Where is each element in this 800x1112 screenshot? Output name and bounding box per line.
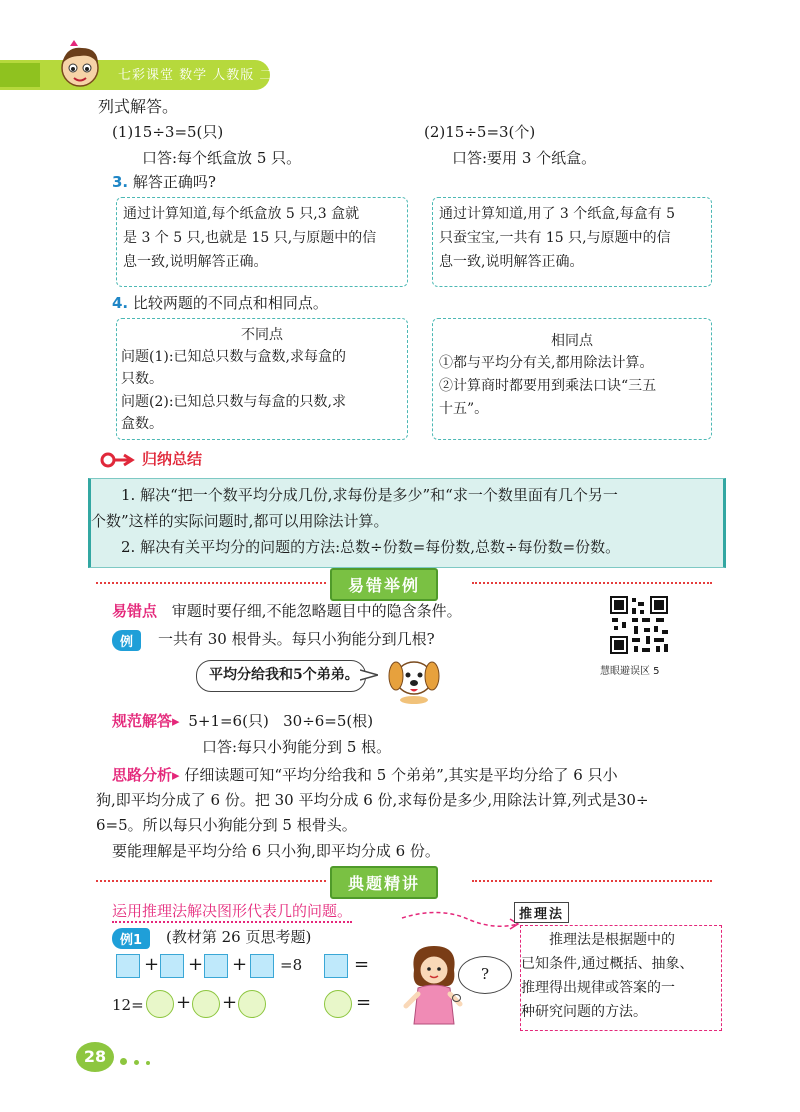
plus-sign: + <box>176 992 192 1013</box>
box3-left-line: 通过计算知道,每个纸盒放 5 只,3 盒就 <box>123 206 360 222</box>
qr-caption: 慧眼避误区 5 <box>600 666 660 677</box>
analysis-line: 狗,即平均分成了 6 份。把 30 平均分成 6 份,求每份是多少,用除法计算,列式是30÷ <box>96 791 649 809</box>
box3-left-line: 是 3 个 5 只,也就是 15 只,与原题中的信 <box>123 230 377 246</box>
right-equation: (2)15÷5=3(个) <box>424 123 536 141</box>
classic-section-title: 典题精讲 <box>330 866 438 899</box>
mistake-note: 要能理解是平均分给 6 只小狗,即平均分成 6 份。 <box>112 842 440 860</box>
answer-oral: 口答:每只小狗能分到 5 根。 <box>202 738 392 756</box>
circle-shape <box>192 990 220 1018</box>
answer-arrow-icon: ▸ <box>172 712 180 730</box>
analysis-arrow-icon: ▸ <box>172 766 180 784</box>
circle-shape <box>238 990 266 1018</box>
box3-right-line: 息一致,说明解答正确。 <box>439 254 584 270</box>
box3-right-line: 通过计算知道,用了 3 个纸盒,每盒有 5 <box>439 206 676 222</box>
plus-sign: + <box>144 954 160 975</box>
circle-shape <box>146 990 174 1018</box>
square-shape <box>160 954 184 978</box>
square-shape <box>324 954 348 978</box>
equals-sign: = <box>354 954 370 975</box>
speech-bubble-text: 平均分给我和5个弟弟。 <box>209 667 359 683</box>
divider-right <box>472 582 712 584</box>
mistake-section-title: 易错举例 <box>330 568 438 601</box>
left-equation: (1)15÷3=5(只) <box>112 123 224 141</box>
method-line: 种研究问题的方法。 <box>521 1004 647 1020</box>
mistake-point <box>112 600 462 622</box>
plus-sign: + <box>188 954 204 975</box>
box4-left-line: 问题(2):已知总只数与每盒的只数,求 <box>121 394 346 410</box>
puppy-icon <box>380 650 446 704</box>
bubble-tail <box>360 668 378 682</box>
summary-line: 2. 解决有关平均分的问题的方法:总数÷份数=每份数,总数÷每份数=份数。 <box>121 538 621 556</box>
square-shape <box>250 954 274 978</box>
summary-line: 个数”这样的实际问题时,都可以用除法计算。 <box>91 512 389 530</box>
divider-left-2 <box>96 880 326 882</box>
right-answer: 口答:要用 3 个纸盒。 <box>452 149 597 167</box>
intro-text: 列式解答。 <box>98 97 179 116</box>
step3-heading <box>112 171 216 193</box>
mistake-point-label: 易错点 <box>112 602 158 620</box>
eq2-lhs: 12= <box>112 996 144 1014</box>
summary-box <box>88 478 726 568</box>
divider-left <box>96 582 326 584</box>
answer-equation: 5+1=6(只) 30÷6=5(根) <box>188 712 374 730</box>
eq1-result: =8 <box>280 956 303 974</box>
box3-right-line: 只蚕宝宝,一共有 15 只,与原题中的信 <box>439 230 671 246</box>
box4-right <box>432 318 712 440</box>
method-line: 推理法是根据题中的 <box>549 932 675 948</box>
analysis-line: 仔细读题可知“平均分给我和 5 个弟弟”,其实是平均分给了 6 只小 <box>184 766 618 784</box>
girl-icon <box>402 940 466 1026</box>
qr-code-icon <box>608 594 670 656</box>
box4-left-line: 问题(1):已知总只数与盒数,求每盒的 <box>121 349 346 365</box>
summary-icon <box>100 452 138 468</box>
box4-right-title: 相同点 <box>551 333 593 349</box>
method-line: 推理得出规律或答案的一 <box>521 980 675 996</box>
method-title: 推理法 <box>514 902 569 923</box>
thought-dot <box>452 994 461 1002</box>
thought-bubble <box>458 956 512 994</box>
summary-heading: 归纳总结 <box>142 450 203 468</box>
dot-decoration <box>120 1058 127 1065</box>
mistake-point-text: 审题时要仔细,不能忽略题目中的隐含条件。 <box>171 602 462 620</box>
box4-left-line: 盒数。 <box>121 416 163 432</box>
dashed-arrow <box>400 904 520 934</box>
answer-label: 规范解答 <box>112 712 173 730</box>
method-line: 已知条件,通过概括、抽象、 <box>521 956 694 972</box>
step3-text: 解答正确吗? <box>132 173 216 191</box>
box4-left-title: 不同点 <box>241 327 283 343</box>
example-tag: 例 <box>112 630 141 651</box>
mascot-icon <box>52 38 108 94</box>
box3-right <box>432 197 712 287</box>
summary-line: 1. 解决“把一个数平均分成几份,求每份是多少”和“求一个数里面有几个另一 <box>121 486 618 504</box>
box4-left <box>116 318 408 440</box>
divider-right-2 <box>472 880 712 882</box>
box4-right-line: 十五”。 <box>439 401 489 417</box>
plus-sign: + <box>232 954 248 975</box>
answer-row <box>112 710 373 732</box>
square-shape <box>204 954 228 978</box>
step4-text: 比较两题的不同点和相同点。 <box>132 294 328 312</box>
header-accent <box>0 63 40 87</box>
box4-right-line: ①都与平均分有关,都用除法计算。 <box>439 355 654 371</box>
classic-topic: 运用推理法解决图形代表几的问题。 <box>112 900 352 923</box>
circle-shape <box>324 990 352 1018</box>
step3-number: 3. <box>112 173 129 191</box>
box3-left-line: 息一致,说明解答正确。 <box>123 254 268 270</box>
dot-decoration <box>134 1060 139 1065</box>
plus-sign: + <box>222 992 238 1013</box>
step4-number: 4. <box>112 294 129 312</box>
classic-example-text: (教材第 26 页思考题) <box>166 928 312 946</box>
header-title: 七彩课堂 数学 人教版 二年级 下册 <box>118 68 335 83</box>
classic-example-tag: 例1 <box>112 928 150 949</box>
box4-left-line: 只数。 <box>121 371 163 387</box>
left-answer: 口答:每个纸盒放 5 只。 <box>142 149 302 167</box>
box4-right-line: ②计算商时都要用到乘法口诀“三五 <box>439 378 657 394</box>
analysis-label: 思路分析 <box>112 766 173 784</box>
equals-sign: = <box>356 992 372 1013</box>
box3-left <box>116 197 408 287</box>
page-number: 28 <box>76 1042 114 1072</box>
analysis-row <box>112 764 618 786</box>
dot-decoration <box>146 1061 150 1065</box>
speech-bubble <box>196 660 366 692</box>
square-shape <box>116 954 140 978</box>
analysis-line: 6=5。所以每只小狗能分到 5 根骨头。 <box>96 816 357 834</box>
method-box <box>520 925 722 1031</box>
thought-bubble-text: ? <box>480 965 490 983</box>
step4-heading <box>112 292 328 314</box>
example-text: 一共有 30 根骨头。每只小狗能分到几根? <box>158 630 435 648</box>
